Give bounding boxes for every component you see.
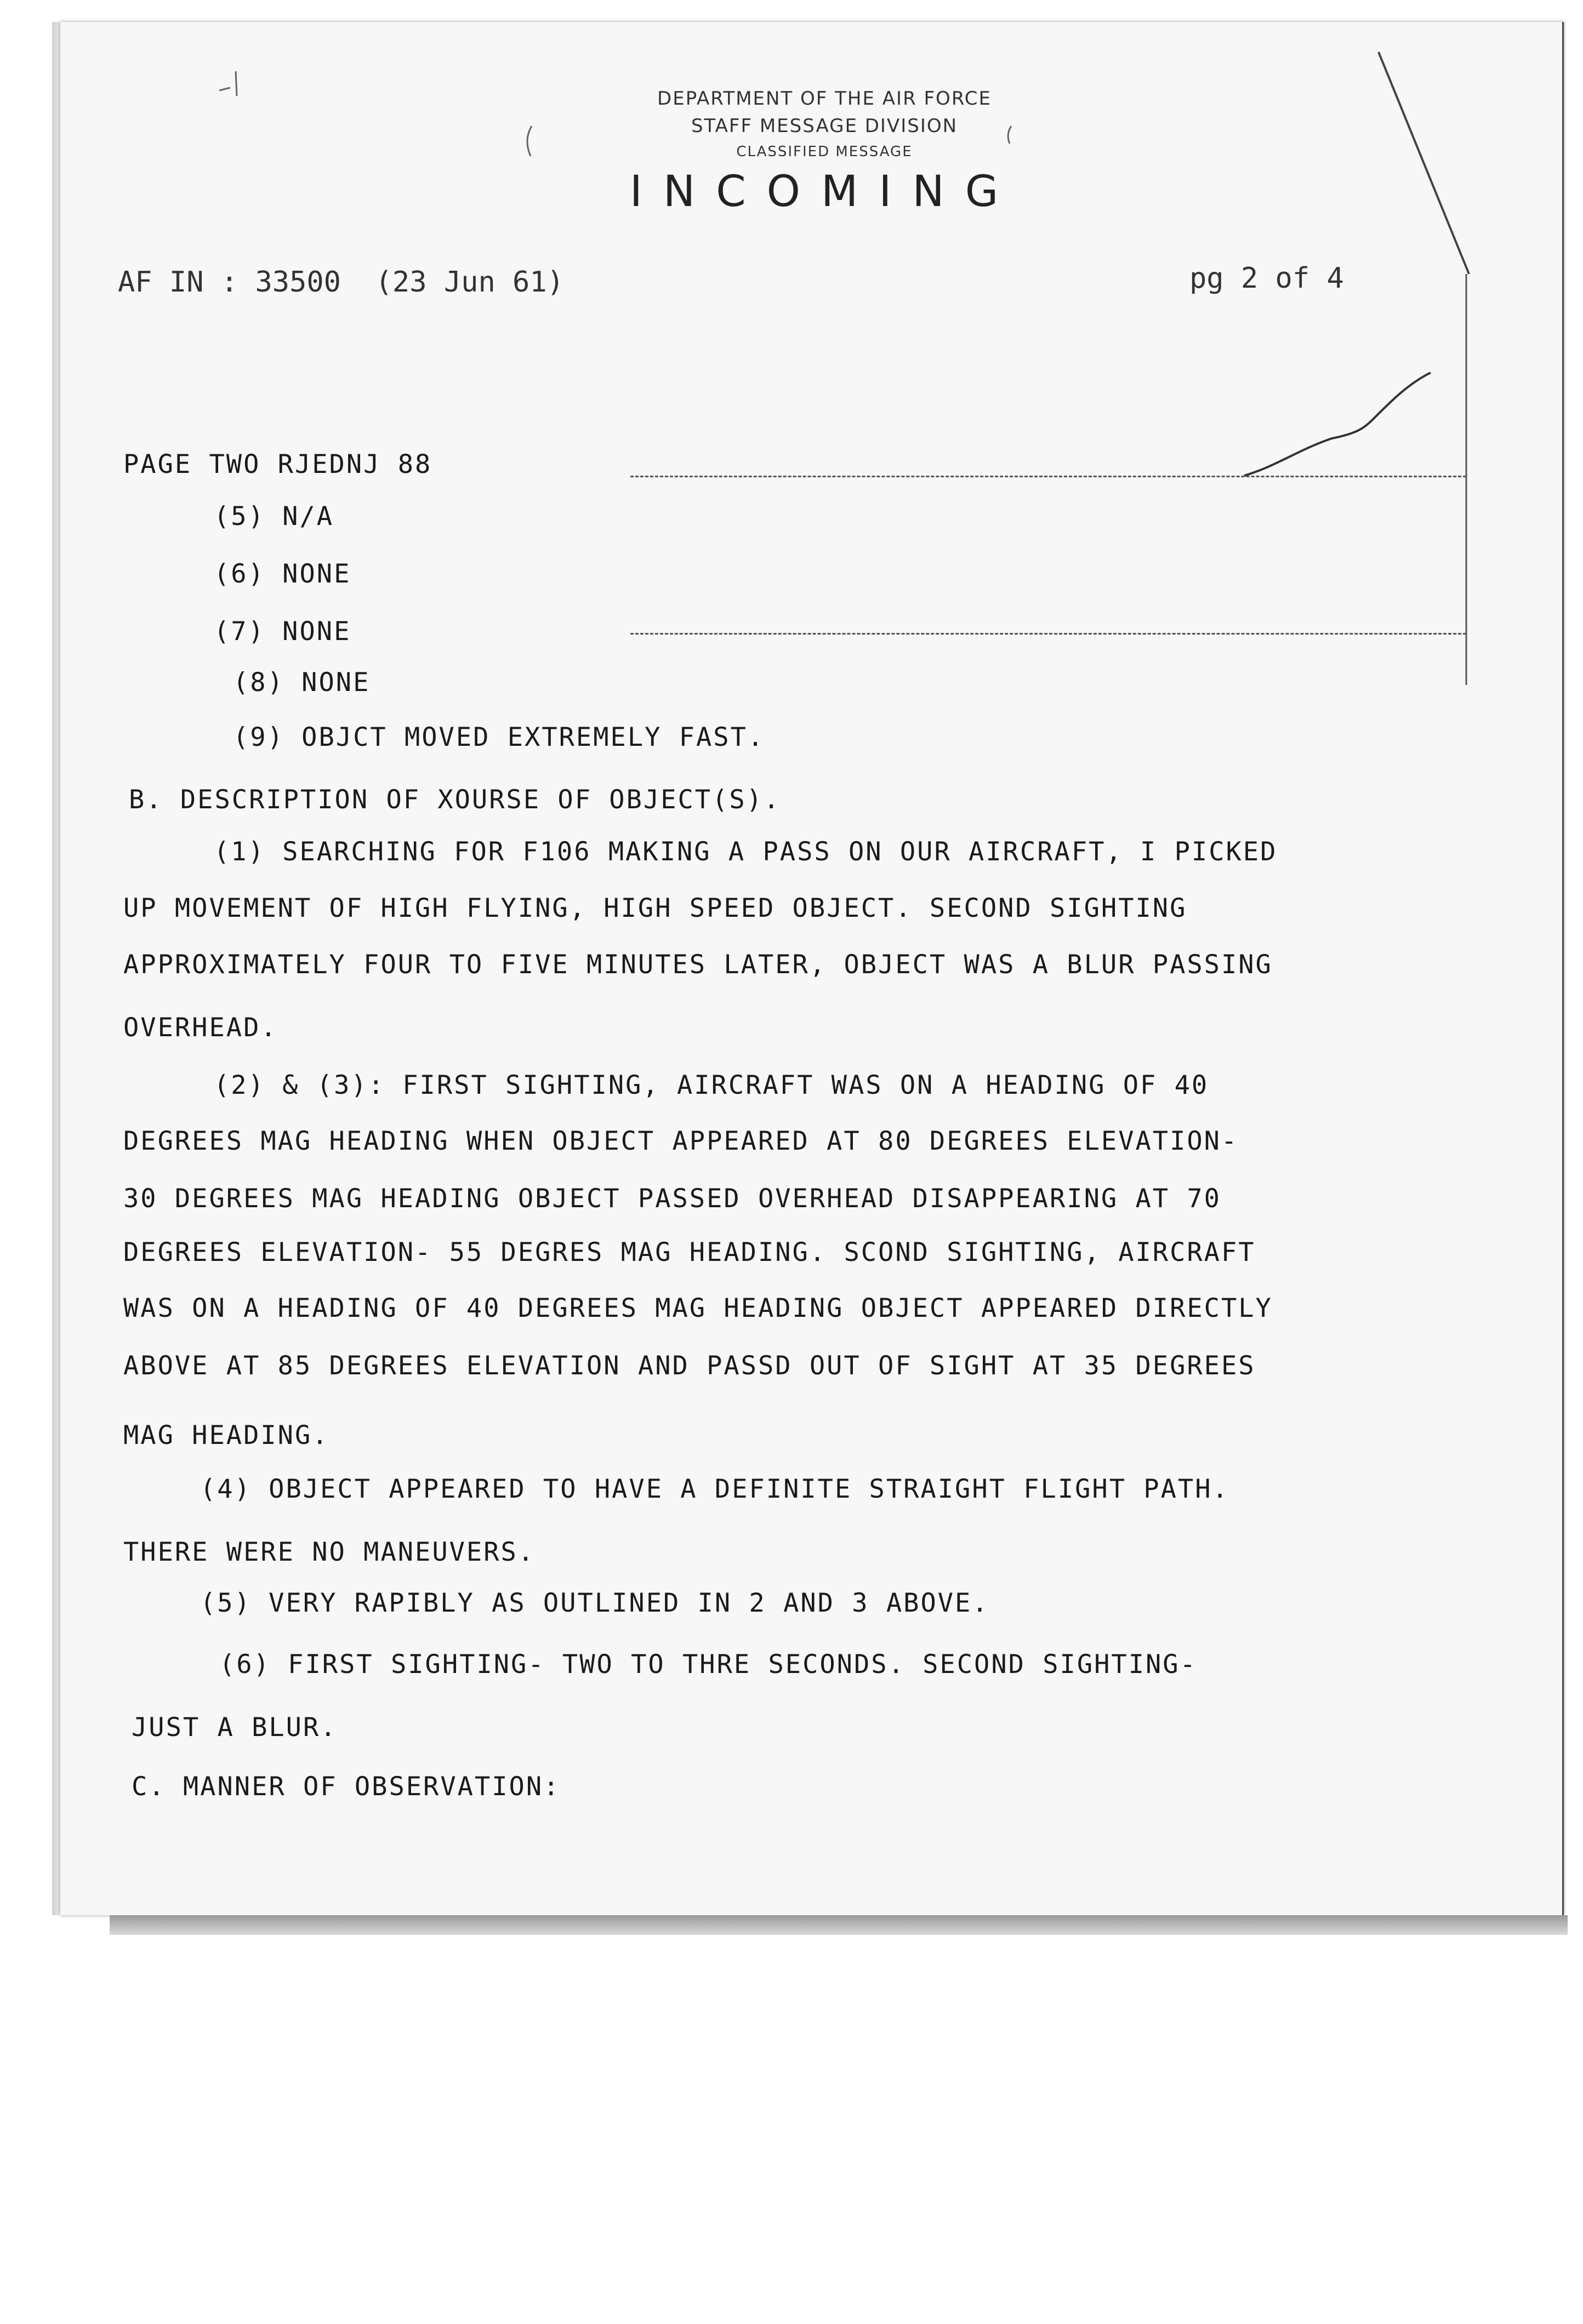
body-line: (9) OBJCT MOVED EXTREMELY FAST. [233,722,765,752]
af-in-reference: AF IN : 33500 (23 Jun 61) [118,266,564,299]
margin-mark [236,71,237,96]
body-line: UP MOVEMENT OF HIGH FLYING, HIGH SPEED OBJECT. SECOND SIGHTING [123,893,1187,923]
margin-mark [219,88,230,90]
body-line: MAG HEADING. [123,1420,329,1451]
body-line: (5) N/A [214,501,334,532]
margin-mark [1008,126,1011,144]
classification-heading: CLASSIFIED MESSAGE [736,144,913,160]
body-line: JUST A BLUR. [132,1712,338,1743]
department-heading: DEPARTMENT OF THE AIR FORCE [657,88,992,110]
body-line: C. MANNER OF OBSERVATION: [132,1772,561,1802]
body-line: DEGREES MAG HEADING WHEN OBJECT APPEARED AT 80 DEGREES ELEVATION- [123,1126,1239,1156]
body-line: (1) SEARCHING FOR F106 MAKING A PASS ON OUR AIRCRAFT, I PICKED [214,837,1278,867]
body-line: ABOVE AT 85 DEGREES ELEVATION AND PASSD OUT OF SIGHT AT 35 DEGREES [123,1351,1256,1381]
body-line: APPROXIMATELY FOUR TO FIVE MINUTES LATER, OBJECT WAS A BLUR PASSING [123,950,1273,980]
margin-mark [527,126,532,156]
body-line: (7) NONE [214,616,351,647]
body-line: (6) FIRST SIGHTING- TWO TO THRE SECONDS. SECOND SIGHTING- [219,1649,1197,1680]
body-line: B. DESCRIPTION OF XOURSE OF OBJECT(S). [129,785,781,815]
body-line: 30 DEGREES MAG HEADING OBJECT PASSED OVERHEAD DISAPPEARING AT 70 [123,1184,1221,1214]
body-line: DEGREES ELEVATION- 55 DEGRES MAG HEADING. SCOND SIGHTING, AIRCRAFT [123,1237,1256,1267]
body-line: (8) NONE [233,667,371,698]
pen-stroke [1244,373,1431,476]
body-line: THERE WERE NO MANEUVERS. [123,1537,536,1567]
division-heading: STAFF MESSAGE DIVISION [691,115,958,137]
incoming-title: INCOMING [629,167,1020,216]
body-line: (4) OBJECT APPEARED TO HAVE A DEFINITE STRAIGHT FLIGHT PATH. [200,1474,1229,1504]
body-line: (2) & (3): FIRST SIGHTING, AIRCRAFT WAS ON A HEADING OF 40 [214,1070,1209,1100]
fold-mark [1379,52,1469,274]
page-number: pg 2 of 4 [1189,262,1344,295]
body-line: PAGE TWO RJEDNJ 88 [123,449,432,479]
body-line: (6) NONE [214,559,351,589]
body-line: WAS ON A HEADING OF 40 DEGREES MAG HEADING OBJECT APPEARED DIRECTLY [123,1293,1273,1323]
body-line: (5) VERY RAPIBLY AS OUTLINED IN 2 AND 3 ABOVE. [200,1588,989,1618]
body-line: OVERHEAD. [123,1013,278,1043]
